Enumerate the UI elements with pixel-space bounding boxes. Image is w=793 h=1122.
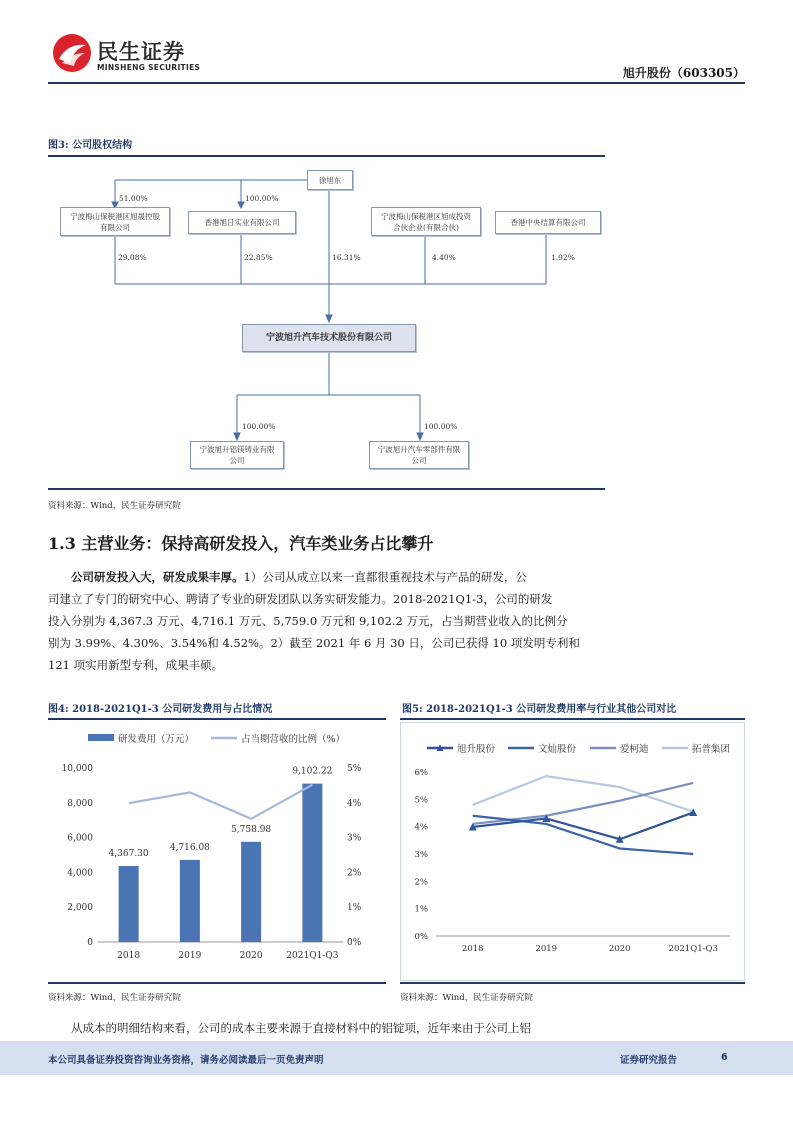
logo-english: MINSHENG SECURITIES (97, 63, 201, 72)
y-tick-label: 3% (414, 850, 428, 860)
stake-label: 16.31% (332, 253, 361, 262)
bar-data-label: 4,367.30 (108, 849, 149, 860)
bar-data-label: 5,758.98 (231, 824, 272, 835)
fig5-bottom-rule (400, 982, 745, 984)
y2-tick-label: 2% (347, 868, 362, 879)
legend-label: 研发费用（万元） (118, 734, 195, 745)
paragraph-line: 121 项实用新型专利，成果丰硕。 (48, 658, 224, 672)
y-tick-label: 0 (87, 938, 93, 948)
main-company-box: 宁波旭升汽车技术股份有限公司 (242, 324, 416, 352)
paragraph-line: 投入分别为 4,367.3 万元、4,716.1 万元、5,759.0 万元和 9,102.2 万元，占当期营业收入的比例分 (48, 614, 568, 628)
footer-report-type: 证券研究报告 (620, 1055, 678, 1066)
y-tick-label: 4% (414, 822, 428, 833)
fig5-top-rule (400, 718, 745, 720)
fig3-source: 资料来源：Wind，民生证券研究院 (48, 501, 181, 511)
logo-text: 民生证券 (97, 40, 185, 64)
paragraph-line: 别为 3.99%、4.30%、3.54%和 4.52%。2）截至 2021 年 6 月 30 日，公司已获得 10 项发明专利和 (48, 636, 580, 650)
fig5-title: 图5: 2018-2021Q1-3 公司研发费用率与行业其他公司对比 (402, 704, 677, 715)
shareholder-box: 宁波梅山保税港区旭成投资合伙企业(有限合伙) (371, 207, 481, 236)
y2-tick-label: 5% (347, 764, 362, 774)
shareholder-box: 香港中央结算有限公司 (495, 211, 601, 234)
stake-label: 4.40% (432, 253, 456, 262)
y-tick-label: 8,000 (67, 798, 93, 809)
fig5-source: 资料来源：Wind，民生证券研究院 (400, 993, 533, 1003)
section-title: 1.3 主营业务：保持高研发投入，汽车类业务占比攀升 (48, 534, 434, 553)
x-tick-label: 2021Q1-Q3 (668, 944, 718, 954)
y-tick-label: 10,000 (61, 764, 93, 774)
x-tick-label: 2020 (239, 951, 263, 961)
rd-rate-comparison-chart (400, 722, 745, 982)
y-tick-label: 4,000 (67, 868, 93, 879)
legend-label: 拓普集团 (692, 744, 731, 755)
x-tick-label: 2019 (178, 951, 202, 961)
legend-label: 文灿股份 (538, 744, 577, 755)
y-tick-label: 2,000 (67, 903, 93, 914)
section-paragraph (48, 566, 605, 676)
fig4-bottom-rule (48, 982, 386, 984)
series-line (473, 783, 694, 824)
subsidiary-box: 宁波旭升铝镁铸业有限公司 (190, 441, 284, 469)
fig3-bottom-rule (48, 488, 605, 490)
stake-label: 1.92% (551, 253, 575, 262)
bar (119, 866, 139, 942)
fig4-top-rule (48, 718, 386, 720)
page-number: 6 (721, 1052, 728, 1063)
legend-label: 占当期营收的比例（%） (241, 734, 346, 745)
ownership-connectors (0, 0, 793, 500)
bar (241, 842, 261, 942)
y2-tick-label: 0% (347, 938, 362, 948)
paragraph-lead: 公司研发投入大，研发成果丰厚。 (71, 570, 244, 584)
y-tick-label: 5% (414, 795, 428, 806)
header-company: 旭升股份（603305） (622, 66, 745, 80)
rd-expense-chart (48, 722, 386, 982)
shareholder-box: 宁波梅山保税港区旭晟控股有限公司 (60, 207, 170, 236)
paragraph-line: 司建立了专门的研究中心、聘请了专业的研发团队以务实研发能力。2018-2021Q1-3，公司的研发 (48, 592, 553, 606)
legend-label: 旭升股份 (457, 744, 496, 755)
y2-tick-label: 4% (347, 798, 362, 809)
x-tick-label: 2019 (535, 944, 558, 954)
paragraph-line: 1）公司从成立以来一直都很重视技术与产品的研发，公 (243, 570, 527, 584)
y-tick-label: 6,000 (67, 833, 93, 844)
founder-box: 徐旭东 (307, 170, 353, 190)
series-line (473, 816, 694, 854)
fig4-source: 资料来源：Wind，民生证券研究院 (48, 993, 181, 1003)
bottom-paragraph: 从成本的明细结构来看，公司的成本主要来源于直接材料中的铝锭项，近年来由于公司上铝 (71, 1021, 531, 1035)
stake-top-label: 100.00% (245, 194, 279, 203)
bar (180, 860, 200, 942)
legend-label: 爱柯迪 (620, 744, 649, 755)
y-tick-label: 2% (414, 877, 428, 888)
stake-label: 29.08% (118, 253, 147, 262)
fig4-title: 图4: 2018-2021Q1-3 公司研发费用与占比情况 (48, 704, 273, 715)
subsidiary-box: 宁波旭升汽车零部件有限公司 (369, 441, 469, 469)
y2-tick-label: 1% (347, 903, 362, 914)
stake-label: 22.85% (244, 253, 273, 262)
footer-disclaimer: 本公司具备证券投资咨询业务资格，请务必阅读最后一页免责声明 (48, 1055, 324, 1066)
x-tick-label: 2018 (461, 944, 484, 954)
bar-data-label: 9,102.22 (292, 766, 333, 777)
y-tick-label: 0% (414, 932, 428, 942)
ratio-line (129, 785, 313, 819)
fig3-title: 图3: 公司股权结构 (48, 140, 133, 151)
legend-swatch-bar (88, 734, 114, 741)
bar (302, 784, 322, 942)
chart-frame (401, 723, 745, 981)
subsidiary-pct: 100.00% (242, 422, 276, 431)
x-tick-label: 2020 (608, 944, 631, 954)
subsidiary-pct: 100.00% (424, 422, 458, 431)
shareholder-box: 香港旭日实业有限公司 (188, 211, 296, 234)
x-tick-label: 2018 (117, 951, 141, 961)
x-tick-label: 2021Q1-Q3 (286, 951, 339, 961)
stake-top-label: 51.00% (119, 194, 148, 203)
bar-data-label: 4,716.08 (169, 842, 210, 853)
y-tick-label: 6% (414, 768, 428, 778)
y-tick-label: 1% (414, 904, 428, 915)
y2-tick-label: 3% (347, 833, 362, 844)
series-line (473, 776, 694, 812)
